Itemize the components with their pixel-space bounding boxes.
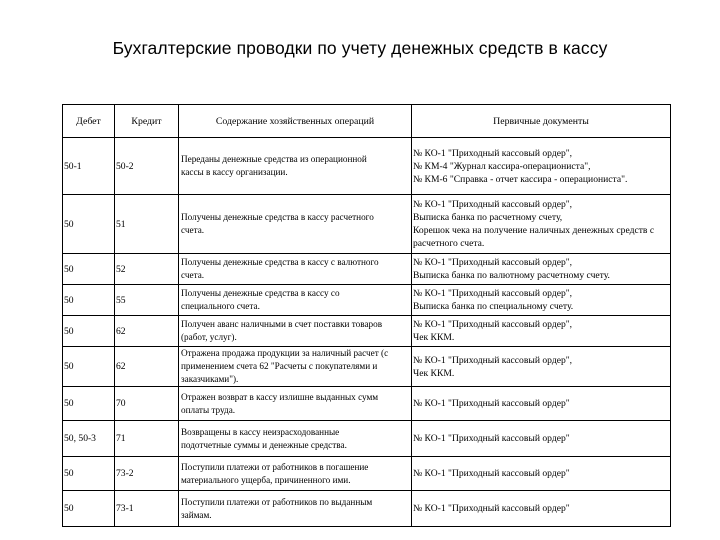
debit-cell: 50 bbox=[63, 491, 115, 527]
header-row bbox=[63, 105, 671, 138]
doc-line: Чек ККМ. bbox=[413, 332, 455, 343]
table-row bbox=[63, 491, 671, 527]
debit-cell: 50 bbox=[63, 285, 115, 316]
table-row bbox=[63, 316, 671, 347]
doc-line: № КО-1 "Приходный кассовый ордер", bbox=[413, 199, 573, 210]
content-line: Получены денежные средства в кассу с валютного bbox=[181, 257, 379, 267]
postings-table bbox=[62, 104, 671, 527]
docs-cell bbox=[412, 421, 671, 457]
doc-line: № КМ-6 "Справка - отчет кассира - операциониста". bbox=[413, 173, 628, 185]
credit-cell: 73-1 bbox=[115, 491, 179, 527]
content-line: Возвращены в кассу неизрасходованные bbox=[181, 426, 340, 437]
doc-line: № КО-1 "Приходный кассовый ордер", bbox=[413, 257, 573, 268]
docs-cell bbox=[412, 387, 671, 421]
content-line: материального ущерба, причиненного ими. bbox=[181, 474, 351, 485]
table-body bbox=[63, 138, 671, 527]
content-line: специального счета. bbox=[181, 301, 260, 311]
debit-cell: 50 bbox=[63, 457, 115, 491]
doc-line: № КО-1 "Приходный кассовый ордер" bbox=[413, 398, 570, 409]
content-line: Отражена продажа продукции за наличный расчет (с bbox=[181, 348, 389, 358]
debit-cell: 50, 50-3 bbox=[63, 421, 115, 457]
debit-cell: 50 bbox=[63, 347, 115, 387]
table-row bbox=[63, 387, 671, 421]
credit-cell: 71 bbox=[115, 421, 179, 457]
content-line: Отражен возврат в кассу излишне выданных сумм bbox=[181, 391, 379, 402]
content-line: Поступили платежи от работников в погашение bbox=[181, 461, 369, 472]
table-row bbox=[63, 254, 671, 285]
doc-line: № КО-1 "Приходный кассовый ордер" bbox=[413, 433, 570, 444]
content-line: (работ, услуг). bbox=[181, 332, 237, 342]
content-line: Поступили платежи от работников по выданным bbox=[181, 496, 373, 507]
doc-line: Выписка банка по специальному счету. bbox=[413, 301, 574, 312]
docs-cell bbox=[412, 195, 671, 254]
debit-cell: 50-1 bbox=[63, 138, 115, 195]
content-cell bbox=[179, 347, 412, 387]
doc-line: № КМ-4 "Журнал кассира-операциониста", bbox=[413, 160, 591, 172]
header-content: Содержание хозяйственных операций bbox=[179, 105, 412, 138]
content-line: счета. bbox=[181, 270, 205, 280]
doc-line: Корешок чека на получение наличных денежных средств с bbox=[413, 225, 655, 236]
docs-cell bbox=[412, 347, 671, 387]
content-line: кассы в кассу организации. bbox=[181, 167, 288, 177]
content-cell bbox=[179, 316, 412, 347]
header-docs: Первичные документы bbox=[412, 105, 671, 138]
docs-cell bbox=[412, 254, 671, 285]
doc-line: № КО-1 "Приходный кассовый ордер", bbox=[413, 319, 573, 330]
docs-cell bbox=[412, 138, 671, 195]
content-cell bbox=[179, 285, 412, 316]
credit-cell: 51 bbox=[115, 195, 179, 254]
credit-cell: 50-2 bbox=[115, 138, 179, 195]
credit-cell: 62 bbox=[115, 347, 179, 387]
content-line: применением счета 62 "Расчеты с покупателями и bbox=[181, 361, 378, 371]
table-row bbox=[63, 457, 671, 491]
content-cell bbox=[179, 254, 412, 285]
doc-line: Чек ККМ. bbox=[413, 367, 455, 379]
header-debit: Дебет bbox=[63, 105, 115, 138]
content-cell bbox=[179, 138, 412, 195]
doc-line: Выписка банка по расчетному счету, bbox=[413, 212, 563, 223]
credit-cell: 52 bbox=[115, 254, 179, 285]
table-row bbox=[63, 347, 671, 387]
debit-cell: 50 bbox=[63, 387, 115, 421]
doc-line: № КО-1 "Приходный кассовый ордер", bbox=[413, 288, 573, 299]
content-cell bbox=[179, 421, 412, 457]
docs-cell bbox=[412, 316, 671, 347]
content-line: Получены денежные средства в кассу расчетного bbox=[181, 212, 374, 222]
debit-cell: 50 bbox=[63, 195, 115, 254]
content-cell bbox=[179, 387, 412, 421]
doc-line: № КО-1 "Приходный кассовый ордер" bbox=[413, 503, 570, 514]
doc-line: № КО-1 "Приходный кассовый ордер", bbox=[413, 354, 573, 366]
content-line: оплаты труда. bbox=[181, 404, 236, 415]
credit-cell: 55 bbox=[115, 285, 179, 316]
credit-cell: 62 bbox=[115, 316, 179, 347]
docs-cell bbox=[412, 457, 671, 491]
content-cell bbox=[179, 491, 412, 527]
content-line: займам. bbox=[181, 509, 212, 520]
content-line: Получен аванс наличными в счет поставки товаров bbox=[181, 319, 383, 329]
content-line: счета. bbox=[181, 225, 205, 235]
content-line: подотчетные суммы и денежные средства. bbox=[181, 439, 347, 450]
table-row bbox=[63, 285, 671, 316]
doc-line: № КО-1 "Приходный кассовый ордер", bbox=[413, 147, 573, 159]
debit-cell: 50 bbox=[63, 254, 115, 285]
content-line: заказчиками"). bbox=[181, 374, 239, 384]
debit-cell: 50 bbox=[63, 316, 115, 347]
table-row bbox=[63, 421, 671, 457]
content-cell bbox=[179, 195, 412, 254]
table-row bbox=[63, 138, 671, 195]
doc-line: Выписка банка по валютному расчетному счету. bbox=[413, 270, 610, 281]
page-title: Бухгалтерские проводки по учету денежных средств в кассу bbox=[112, 38, 608, 58]
content-cell bbox=[179, 457, 412, 491]
content-line: Переданы денежные средства из операционной bbox=[181, 154, 367, 164]
doc-line: расчетного счета. bbox=[413, 238, 485, 249]
credit-cell: 70 bbox=[115, 387, 179, 421]
docs-cell bbox=[412, 491, 671, 527]
content-line: Получены денежные средства в кассу со bbox=[181, 288, 340, 298]
header-credit: Кредит bbox=[115, 105, 179, 138]
credit-cell: 73-2 bbox=[115, 457, 179, 491]
docs-cell bbox=[412, 285, 671, 316]
table-row bbox=[63, 195, 671, 254]
doc-line: № КО-1 "Приходный кассовый ордер" bbox=[413, 468, 570, 479]
